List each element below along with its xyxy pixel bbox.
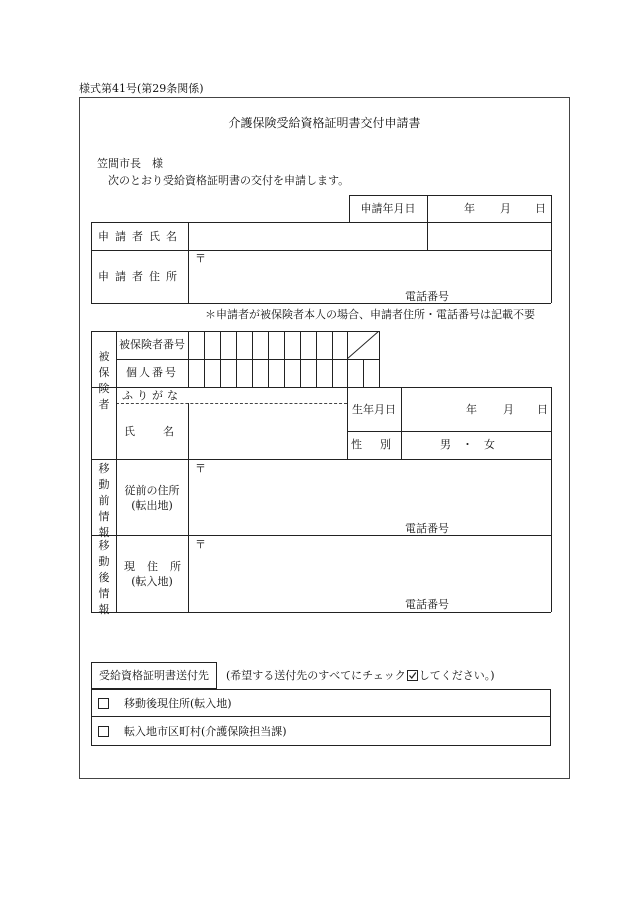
previous-postal-mark: 〒 <box>195 462 206 475</box>
delivery-instruction <box>226 670 495 682</box>
insured-section-label: 被保険者 <box>98 350 110 411</box>
previous-address-field[interactable] <box>205 465 545 515</box>
apply-date-label: 申請年月日 <box>360 202 416 215</box>
applicant-address-label: 申請者住所 <box>98 270 183 283</box>
after-move-label: 移動後情報 <box>98 539 110 616</box>
previous-phone-label: 電話番号 <box>405 522 449 535</box>
addressee: 笠間市長 様 <box>97 157 163 170</box>
previous-address-sub: (転出地) <box>131 499 173 512</box>
delivery-option-checkbox[interactable] <box>98 726 109 737</box>
delivery-instruction-pre: (希望する送付先のすべてにチェック <box>226 669 406 682</box>
dob-year-unit: 年 <box>466 403 477 416</box>
delivery-option-checkbox[interactable] <box>98 698 109 709</box>
furigana-field[interactable] <box>188 388 346 402</box>
applicant-note: ＊申請者が被保険者本人の場合、申請者住所・電話番号は記載不要 <box>205 308 535 321</box>
applicant-phone-field[interactable] <box>455 289 545 301</box>
apply-date-year-unit: 年 <box>464 202 475 215</box>
applicant-postal-mark: 〒 <box>195 252 206 265</box>
current-phone-label: 電話番号 <box>405 598 449 611</box>
dob-month-unit: 月 <box>503 403 514 416</box>
individual-number-label: 個人番号 <box>126 366 178 379</box>
delivery-label: 受給資格証明書送付先 <box>99 669 209 682</box>
intro-text: 次のとおり受給資格証明書の交付を申請します。 <box>108 174 350 187</box>
sex-label: 性別 <box>351 438 409 451</box>
insured-number-label: 被保険者番号 <box>119 338 185 351</box>
sex-options[interactable]: 男 ・ 女 <box>440 438 495 451</box>
delivery-option-label: 移動後現住所(転入地) <box>124 697 232 710</box>
insured-name-label: 氏名 <box>124 425 202 438</box>
furigana-label: ふりがな <box>122 389 182 402</box>
checked-box-icon <box>407 670 418 681</box>
current-address-sub: (転入地) <box>131 575 173 588</box>
current-address-label: 現住所 <box>124 560 193 573</box>
applicant-phone-label: 電話番号 <box>405 290 449 303</box>
current-address-field[interactable] <box>205 541 545 591</box>
dob-day-unit: 日 <box>537 403 548 416</box>
unused-cell-slash <box>347 331 379 359</box>
apply-date-month-unit: 月 <box>500 202 511 215</box>
previous-phone-field[interactable] <box>455 521 545 533</box>
page-title: 介護保険受給資格証明書交付申請書 <box>228 116 421 130</box>
applicant-address-field[interactable] <box>205 256 545 286</box>
delivery-option-label: 転入地市区町村(介護保険担当課) <box>124 725 287 738</box>
current-phone-field[interactable] <box>455 597 545 609</box>
before-move-label: 移動前情報 <box>98 462 110 539</box>
individual-number-cells[interactable] <box>188 359 379 387</box>
applicant-name-label: 申請者氏名 <box>98 230 183 243</box>
current-postal-mark: 〒 <box>195 538 206 551</box>
apply-date-day-unit: 日 <box>535 202 546 215</box>
form-number: 様式第41号(第29条関係) <box>79 82 204 95</box>
insured-name-field[interactable] <box>190 405 345 457</box>
delivery-instruction-post: してください。) <box>418 669 495 682</box>
dob-label: 生年月日 <box>352 403 396 416</box>
previous-address-label: 従前の住所 <box>124 484 180 497</box>
insured-number-cells[interactable] <box>188 331 347 359</box>
applicant-name-field[interactable] <box>194 231 424 245</box>
